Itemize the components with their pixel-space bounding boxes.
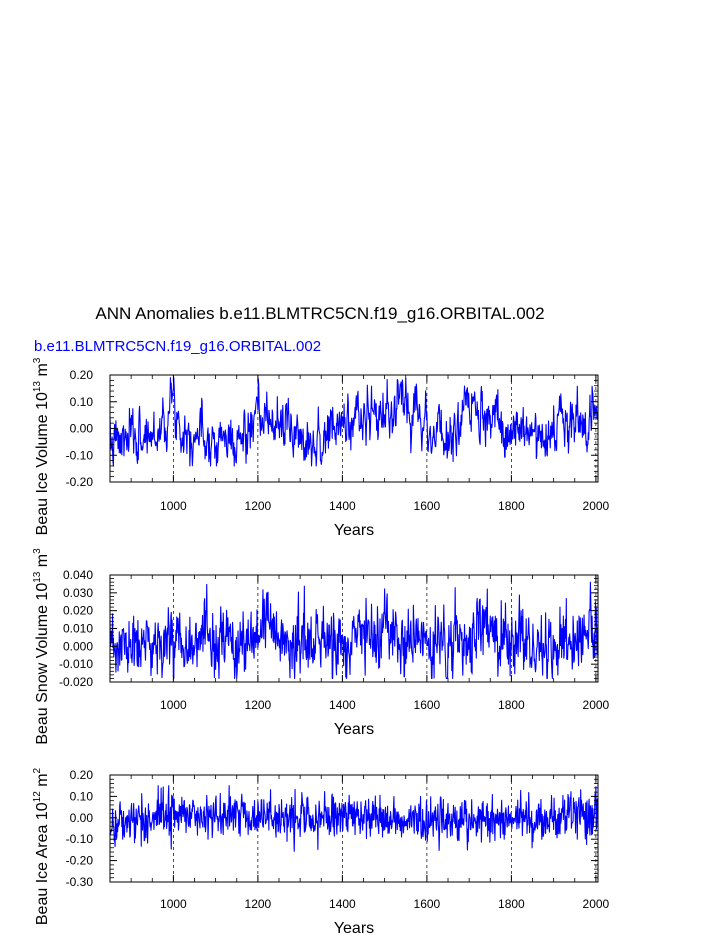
y-tick-label: -0.020 [58,675,93,689]
y-tick-label: 0.030 [62,585,93,600]
y-tick-label: 0.10 [69,394,93,409]
y-axis-label: Beau Ice Area $10^{12}$ $m^2$ [32,767,51,926]
x-tick-label: 2000 [582,698,610,712]
chart-panel-1 [32,357,610,539]
x-axis-label: Years [333,920,375,935]
y-tick-label: 0.00 [69,810,93,825]
y-tick-label: 0.020 [62,603,93,618]
x-tick-label: 1600 [413,698,441,712]
series-line [110,582,598,678]
y-axis-label: Beau Ice Volume $10^{13}$ $m^3$ [32,357,51,536]
x-tick-label: 1400 [329,897,356,911]
plot-frame [110,775,598,882]
y-tick-label: -0.20 [65,853,93,868]
y-tick-label: 0.040 [62,568,93,582]
x-tick-label: 1000 [160,897,187,911]
x-axis-label: Years [333,522,375,539]
y-tick-label: -0.10 [65,832,93,847]
y-tick-label: 0.10 [69,789,93,804]
y-tick-label: 0.010 [62,621,93,636]
y-tick-label: -0.10 [65,448,93,463]
x-tick-label: 2000 [582,499,610,513]
x-tick-label: 1800 [498,499,525,513]
chart-panel-2 [32,548,610,745]
x-tick-label: 1000 [160,698,187,712]
plot-frame [110,575,598,682]
main-title: ANN Anomalies b.e11.BLMTRC5CN.f19_g16.ORBITAL.002 [95,304,545,323]
chart-panel-3 [32,767,610,935]
y-axis-label: Beau Snow Volume $10^{13}$ $m^3$ [32,548,51,745]
plot-frame [110,375,598,482]
x-tick-label: 1800 [498,897,525,911]
series-line [110,378,598,466]
y-tick-label: 0.20 [69,768,93,782]
y-tick-label: 0.20 [69,368,93,382]
x-tick-label: 1200 [244,897,272,911]
x-axis-label: Years [333,721,375,738]
case-label: b.e11.BLMTRC5CN.f19_g16.ORBITAL.002 [34,338,322,355]
x-tick-label: 2000 [582,897,610,911]
x-tick-label: 1200 [244,499,272,513]
x-tick-label: 1600 [413,897,441,911]
x-tick-label: 1200 [244,698,272,712]
x-tick-label: 1800 [498,698,525,712]
y-tick-label: -0.20 [65,475,93,489]
y-tick-label: -0.30 [65,875,93,889]
y-tick-label: -0.010 [58,657,93,672]
y-tick-label: 0.000 [62,639,93,654]
x-tick-label: 1400 [329,499,356,513]
x-tick-label: 1400 [329,698,356,712]
x-tick-label: 1000 [160,499,187,513]
series-line [110,786,598,852]
x-tick-label: 1600 [413,499,441,513]
y-tick-label: 0.00 [69,421,93,436]
